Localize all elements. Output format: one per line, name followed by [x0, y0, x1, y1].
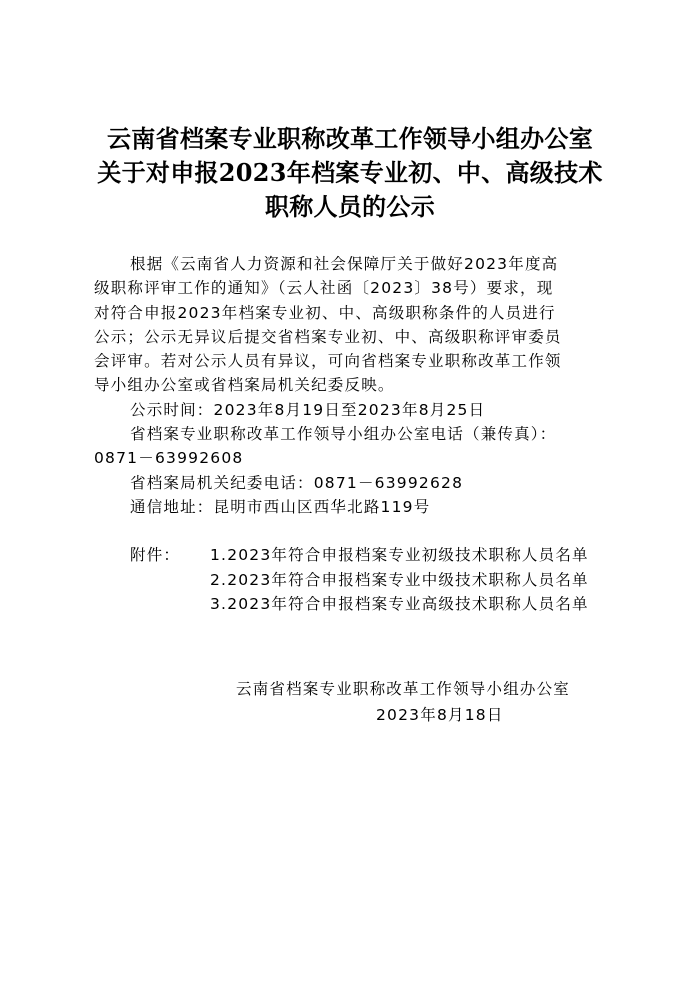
discipline-phone-label: 省档案局机关纪委电话： [130, 473, 314, 492]
office-phone-label: 省档案专业职称改革工作领导小组办公室电话（兼传真）： [130, 425, 557, 444]
signature-date: 2023年8月18日 [376, 706, 504, 724]
document-title [60, 122, 640, 224]
title-line-3: 职称人员的公示 [264, 192, 436, 221]
signature-org: 云南省档案专业职称改革工作领导小组办公室 [236, 680, 571, 698]
paragraph-line: 级职称评审工作的通知》（云人社函〔2023〕38号）要求，现 [94, 279, 554, 298]
paragraph-line: 导小组办公室或省档案局机关纪委反映。 [94, 376, 395, 395]
paragraph-line: 会评审。若对公示人员有异议，可向省档案专业职称改革工作领 [94, 352, 562, 371]
attachments-label: 附件： [130, 546, 181, 565]
mailing-address-value: 昆明市西山区西华北路119号 [213, 497, 431, 516]
title-line-1: 云南省档案专业职称改革工作领导小组办公室 [107, 124, 593, 153]
attachment-item: 2.2023年符合申报档案专业中级技术职称人员名单 [210, 570, 589, 589]
announcement-period [94, 398, 614, 422]
discipline-phone-value: 0871－63992628 [313, 473, 464, 492]
announcement-period-value: 2023年8月19日至2023年8月25日 [213, 400, 486, 419]
paragraph-line: 根据《云南省人力资源和社会保障厅关于做好2023年度高 [130, 255, 559, 273]
spacer [94, 519, 614, 543]
paragraph-line: 公示；公示无异议后提交省档案专业初、中、高级职称评审委员 [94, 327, 562, 346]
attachment-item: 3.2023年符合申报档案专业高级技术职称人员名单 [210, 594, 589, 613]
paragraph-line: 对符合申报2023年档案专业初、中、高级职称条件的人员进行 [94, 303, 556, 322]
attachment-item [94, 543, 614, 567]
signature-block [236, 676, 636, 728]
discipline-phone [94, 471, 614, 495]
attachments-list [94, 543, 614, 616]
attachment-item-text: 1.2023年符合申报档案专业初级技术职称人员名单 [210, 546, 589, 565]
mailing-address [94, 495, 614, 519]
main-paragraph [94, 252, 614, 398]
title-line-2: 关于对申报2023年档案专业初、中、高级技术 [97, 158, 603, 187]
office-phone-value: 0871－63992608 [94, 449, 244, 468]
document-body [94, 252, 614, 616]
announcement-period-label: 公示时间： [130, 400, 214, 419]
mailing-address-label: 通信地址： [130, 497, 214, 516]
